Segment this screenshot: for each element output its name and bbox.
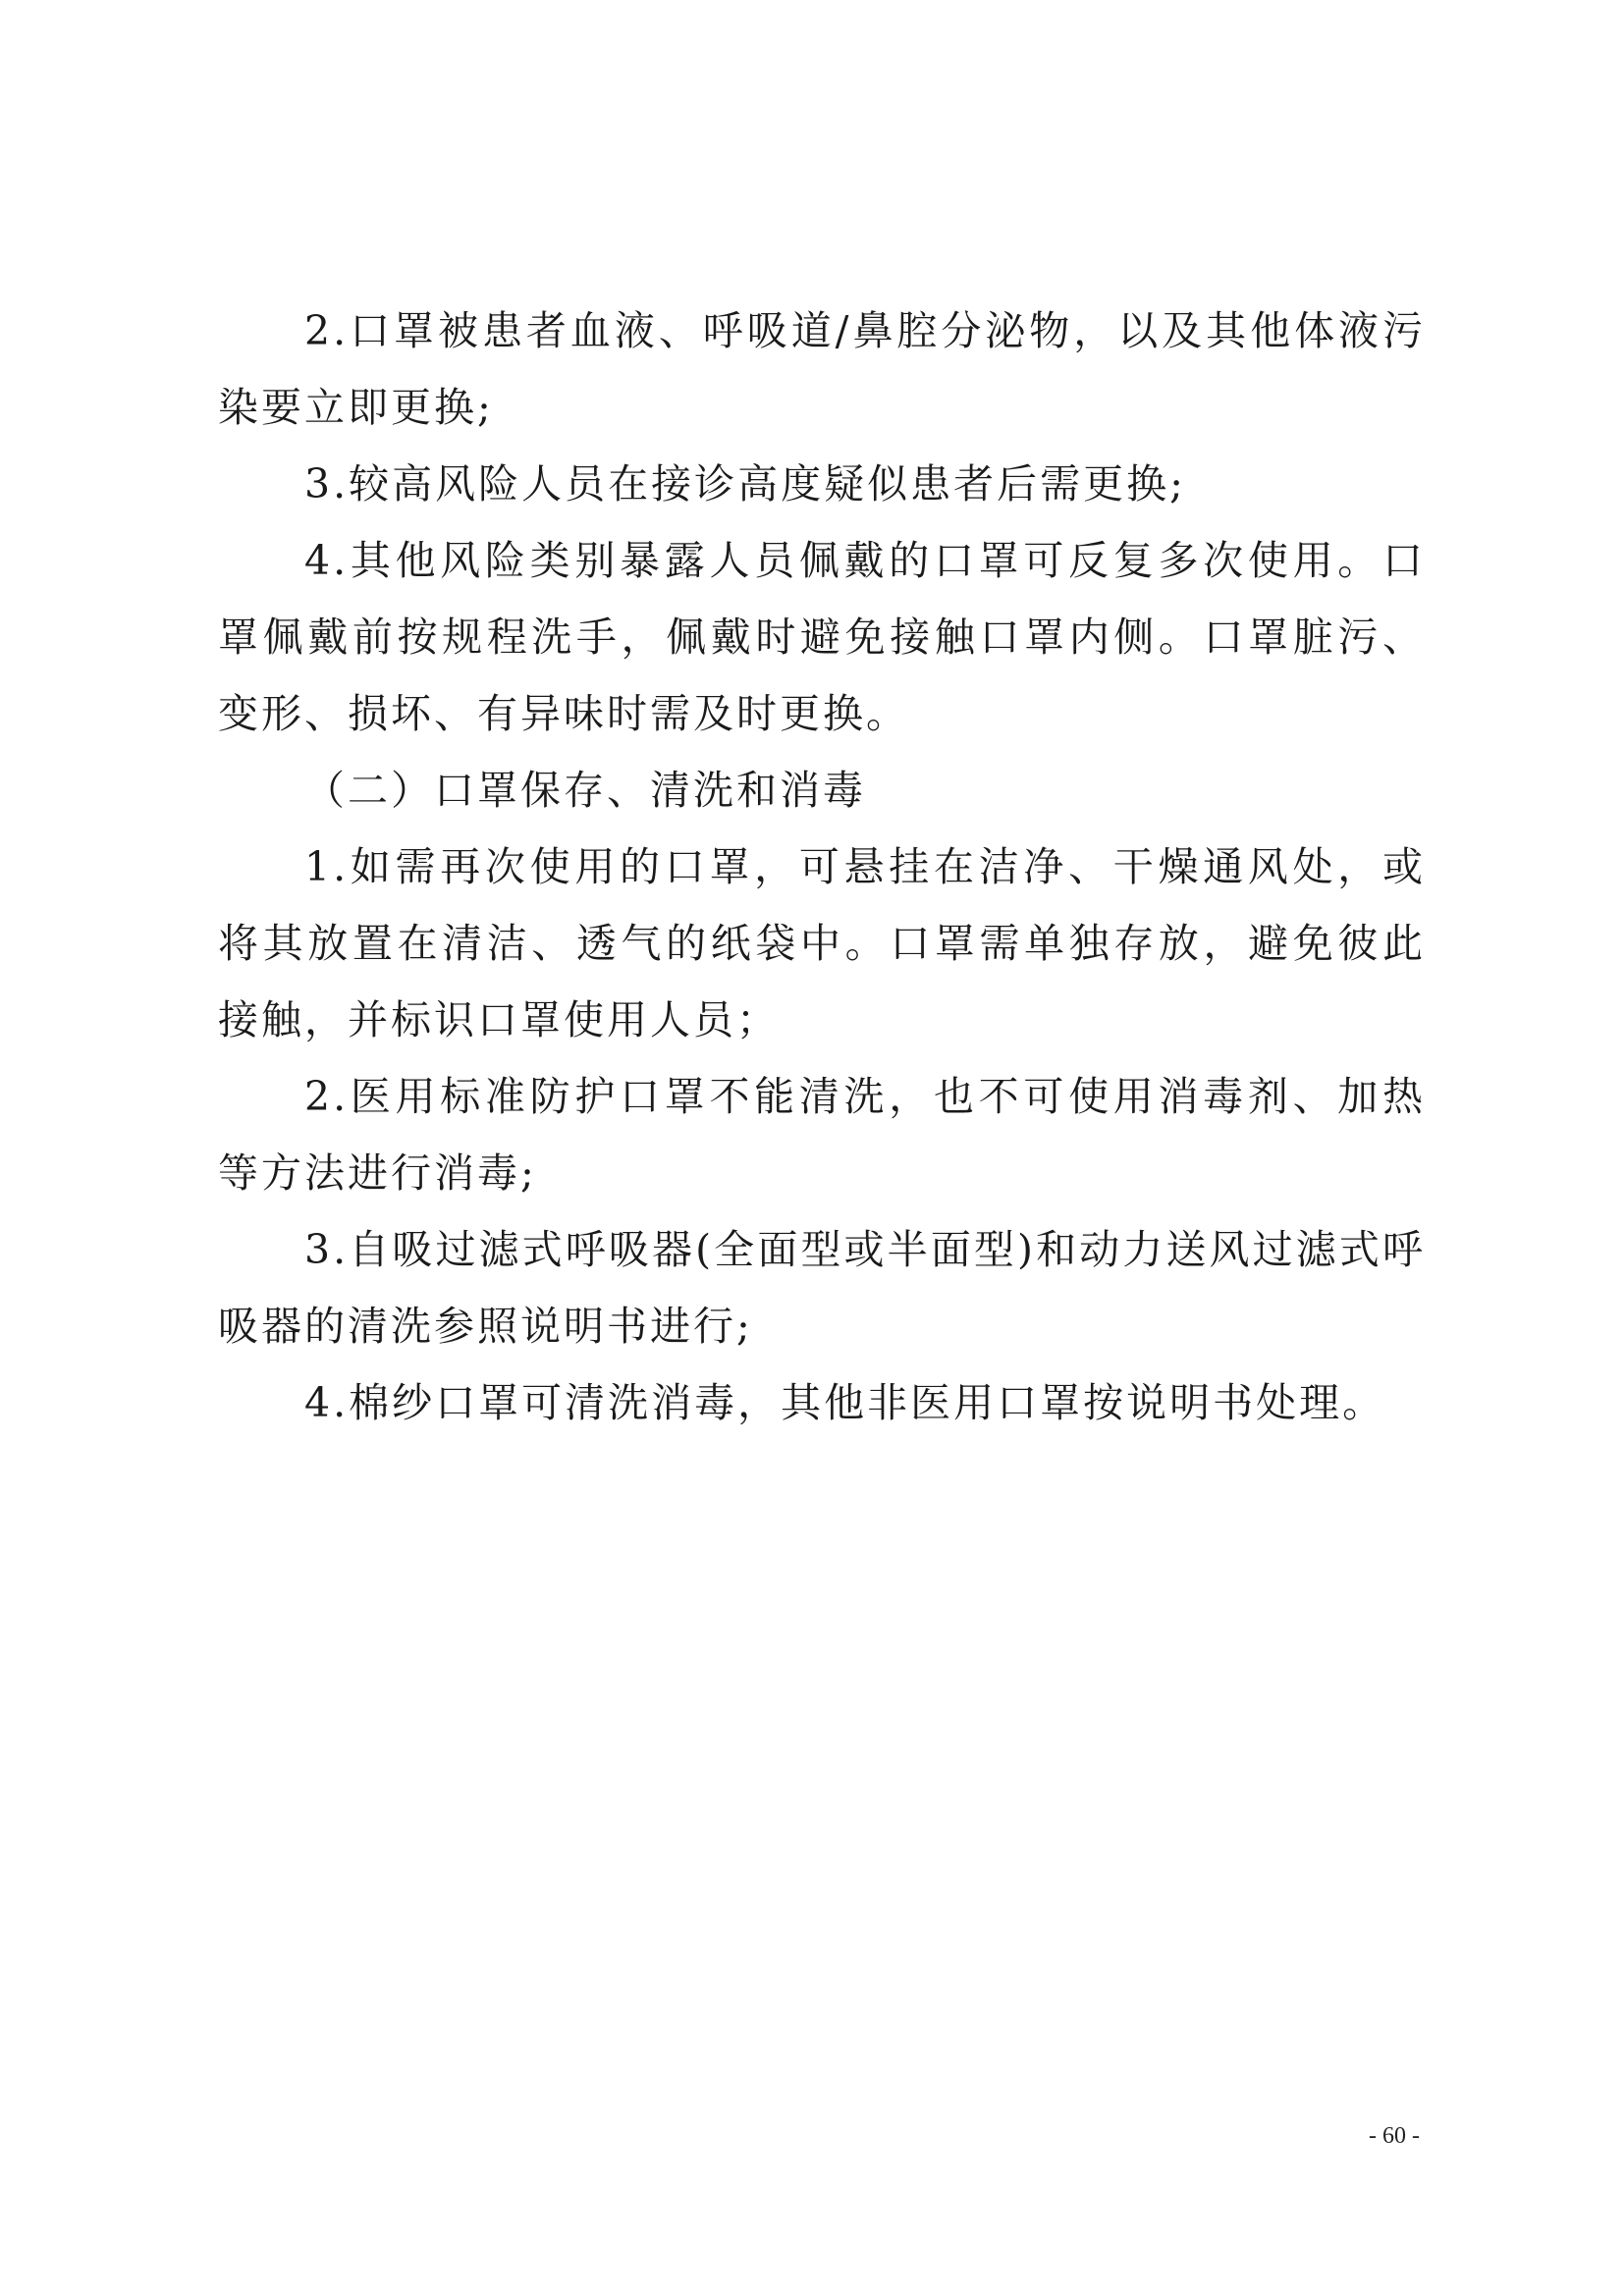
section-heading-storage-cleaning: （二）口罩保存、清洗和消毒 <box>304 767 866 814</box>
paragraph-mask-reuse: 4.其他风险类别暴露人员佩戴的口罩可反复多次使用。口罩佩戴前按规程洗手，佩戴时避免接触口罩内侧。口罩脏污、变形、损坏、有异味时需及时更换。 <box>218 537 1426 737</box>
paragraph-mask-storage: 1.如需再次使用的口罩，可悬挂在洁净、干燥通风处，或将其放置在清洁、透气的纸袋中。口罩需单独存放，避免彼此接触，并标识口罩使用人员； <box>218 843 1426 1043</box>
paragraph-medical-mask-no-cleaning: 2.医用标准防护口罩不能清洗，也不可使用消毒剂、加热等方法进行消毒; <box>218 1073 1426 1197</box>
page-number: - 60 - <box>1369 2123 1420 2149</box>
paragraph-cotton-mask-cleaning: 4.棉纱口罩可清洗消毒，其他非医用口罩按说明书处理。 <box>304 1379 1386 1426</box>
body-text <box>218 293 1426 1441</box>
paragraph-mask-replace-contaminated: 2.口罩被患者血液、呼吸道/鼻腔分泌物，以及其他体液污染要立即更换; <box>218 307 1426 431</box>
paragraph-mask-replace-high-risk: 3.较高风险人员在接诊高度疑似患者后需更换; <box>304 460 1186 507</box>
paragraph-respirator-cleaning: 3.自吸过滤式呼吸器(全面型或半面型)和动力送风过滤式呼吸器的清洗参照说明书进行; <box>218 1226 1426 1350</box>
